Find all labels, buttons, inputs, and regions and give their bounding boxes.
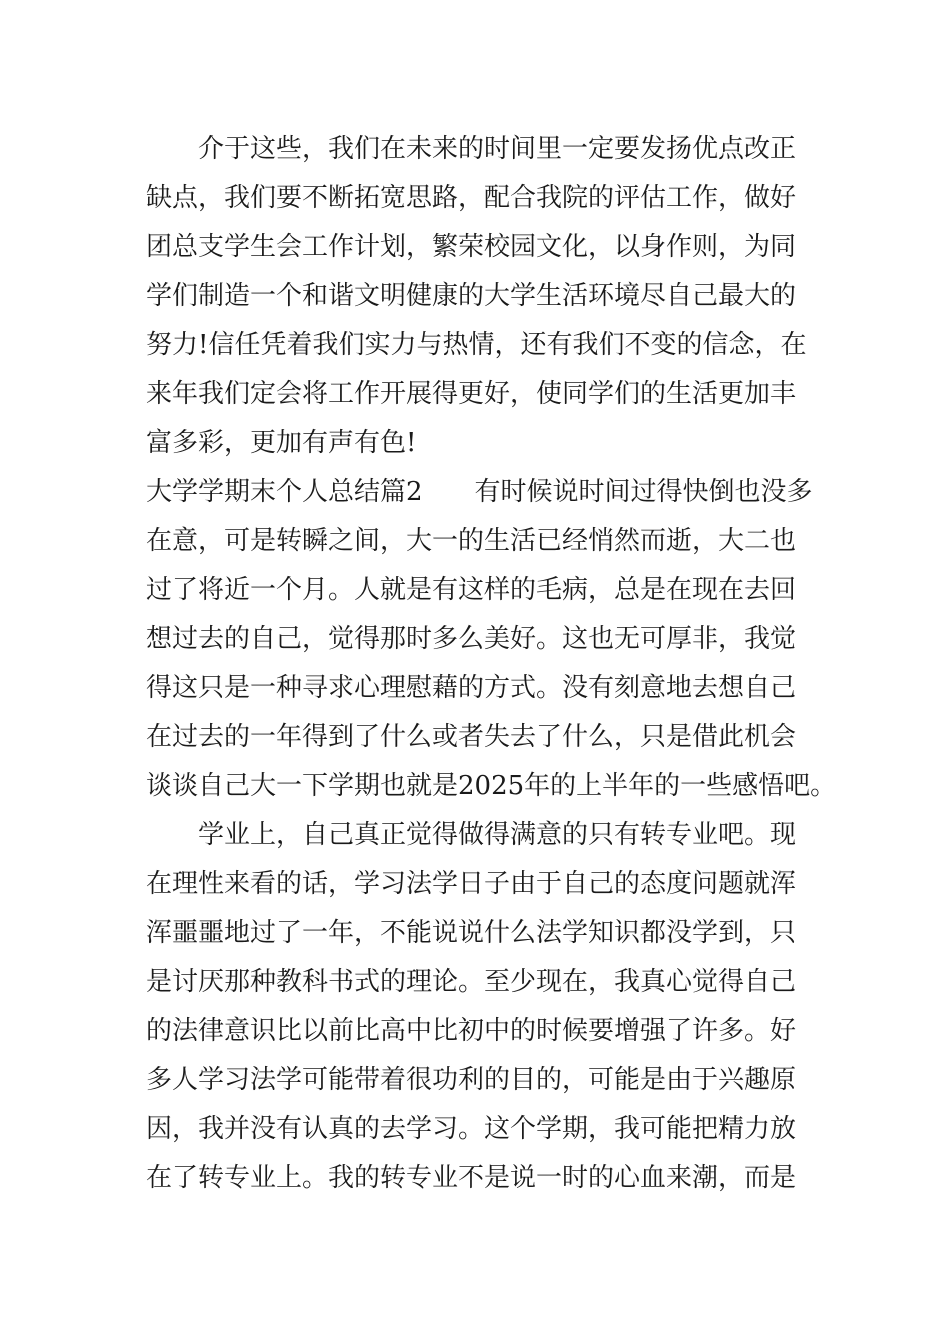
- text-line: 在了转专业上。我的转专业不是说一时的心血来潮，而是: [146, 1163, 797, 1193]
- text-line: 团总支学生会工作计划，繁荣校园文化，以身作则，为同: [146, 232, 797, 262]
- text-line: 在过去的一年得到了什么或者失去了什么，只是借此机会: [146, 722, 797, 752]
- text-line: 因，我并没有认真的去学习。这个学期，我可能把精力放: [146, 1114, 797, 1144]
- text-line: 谈谈自己大一下学期也就是2025年的上半年的一些感悟吧。: [146, 771, 837, 801]
- section-heading-line: 大学学期末个人总结篇2 有时候说时间过得快倒也没多: [146, 477, 813, 507]
- text-line: 来年我们定会将工作开展得更好，使同学们的生活更加丰: [146, 379, 797, 409]
- text-line: 得这只是一种寻求心理慰藉的方式。没有刻意地去想自己: [146, 673, 797, 703]
- text-line: 缺点，我们要不断拓宽思路，配合我院的评估工作，做好: [146, 183, 797, 213]
- text-line: 是讨厌那种教科书式的理论。至少现在，我真心觉得自己: [146, 967, 797, 997]
- text-line: 学们制造一个和谐文明健康的大学生活环境尽自己最大的: [146, 281, 797, 311]
- text-line: 在意，可是转瞬之间，大一的生活已经悄然而逝，大二也: [146, 526, 797, 556]
- text-line: 多人学习法学可能带着很功利的目的，可能是由于兴趣原: [146, 1065, 797, 1095]
- text-line: 学业上，自己真正觉得做得满意的只有转专业吧。现: [146, 820, 797, 850]
- text-line: 富多彩，更加有声有色!: [146, 428, 417, 458]
- document-body: [146, 125, 837, 1203]
- text-line: 努力!信任凭着我们实力与热情，还有我们不变的信念，在: [146, 330, 807, 360]
- text-line: 过了将近一个月。人就是有这样的毛病，总是在现在去回: [146, 575, 797, 605]
- text-line: 介于这些，我们在未来的时间里一定要发扬优点改正: [146, 134, 797, 164]
- text-line: 的法律意识比以前比高中比初中的时候要增强了许多。好: [146, 1016, 797, 1046]
- text-line: 在理性来看的话，学习法学日子由于自己的态度问题就浑: [146, 869, 797, 899]
- text-line: 浑噩噩地过了一年，不能说说什么法学知识都没学到，只: [146, 918, 797, 948]
- text-line: 想过去的自己，觉得那时多么美好。这也无可厚非，我觉: [146, 624, 797, 654]
